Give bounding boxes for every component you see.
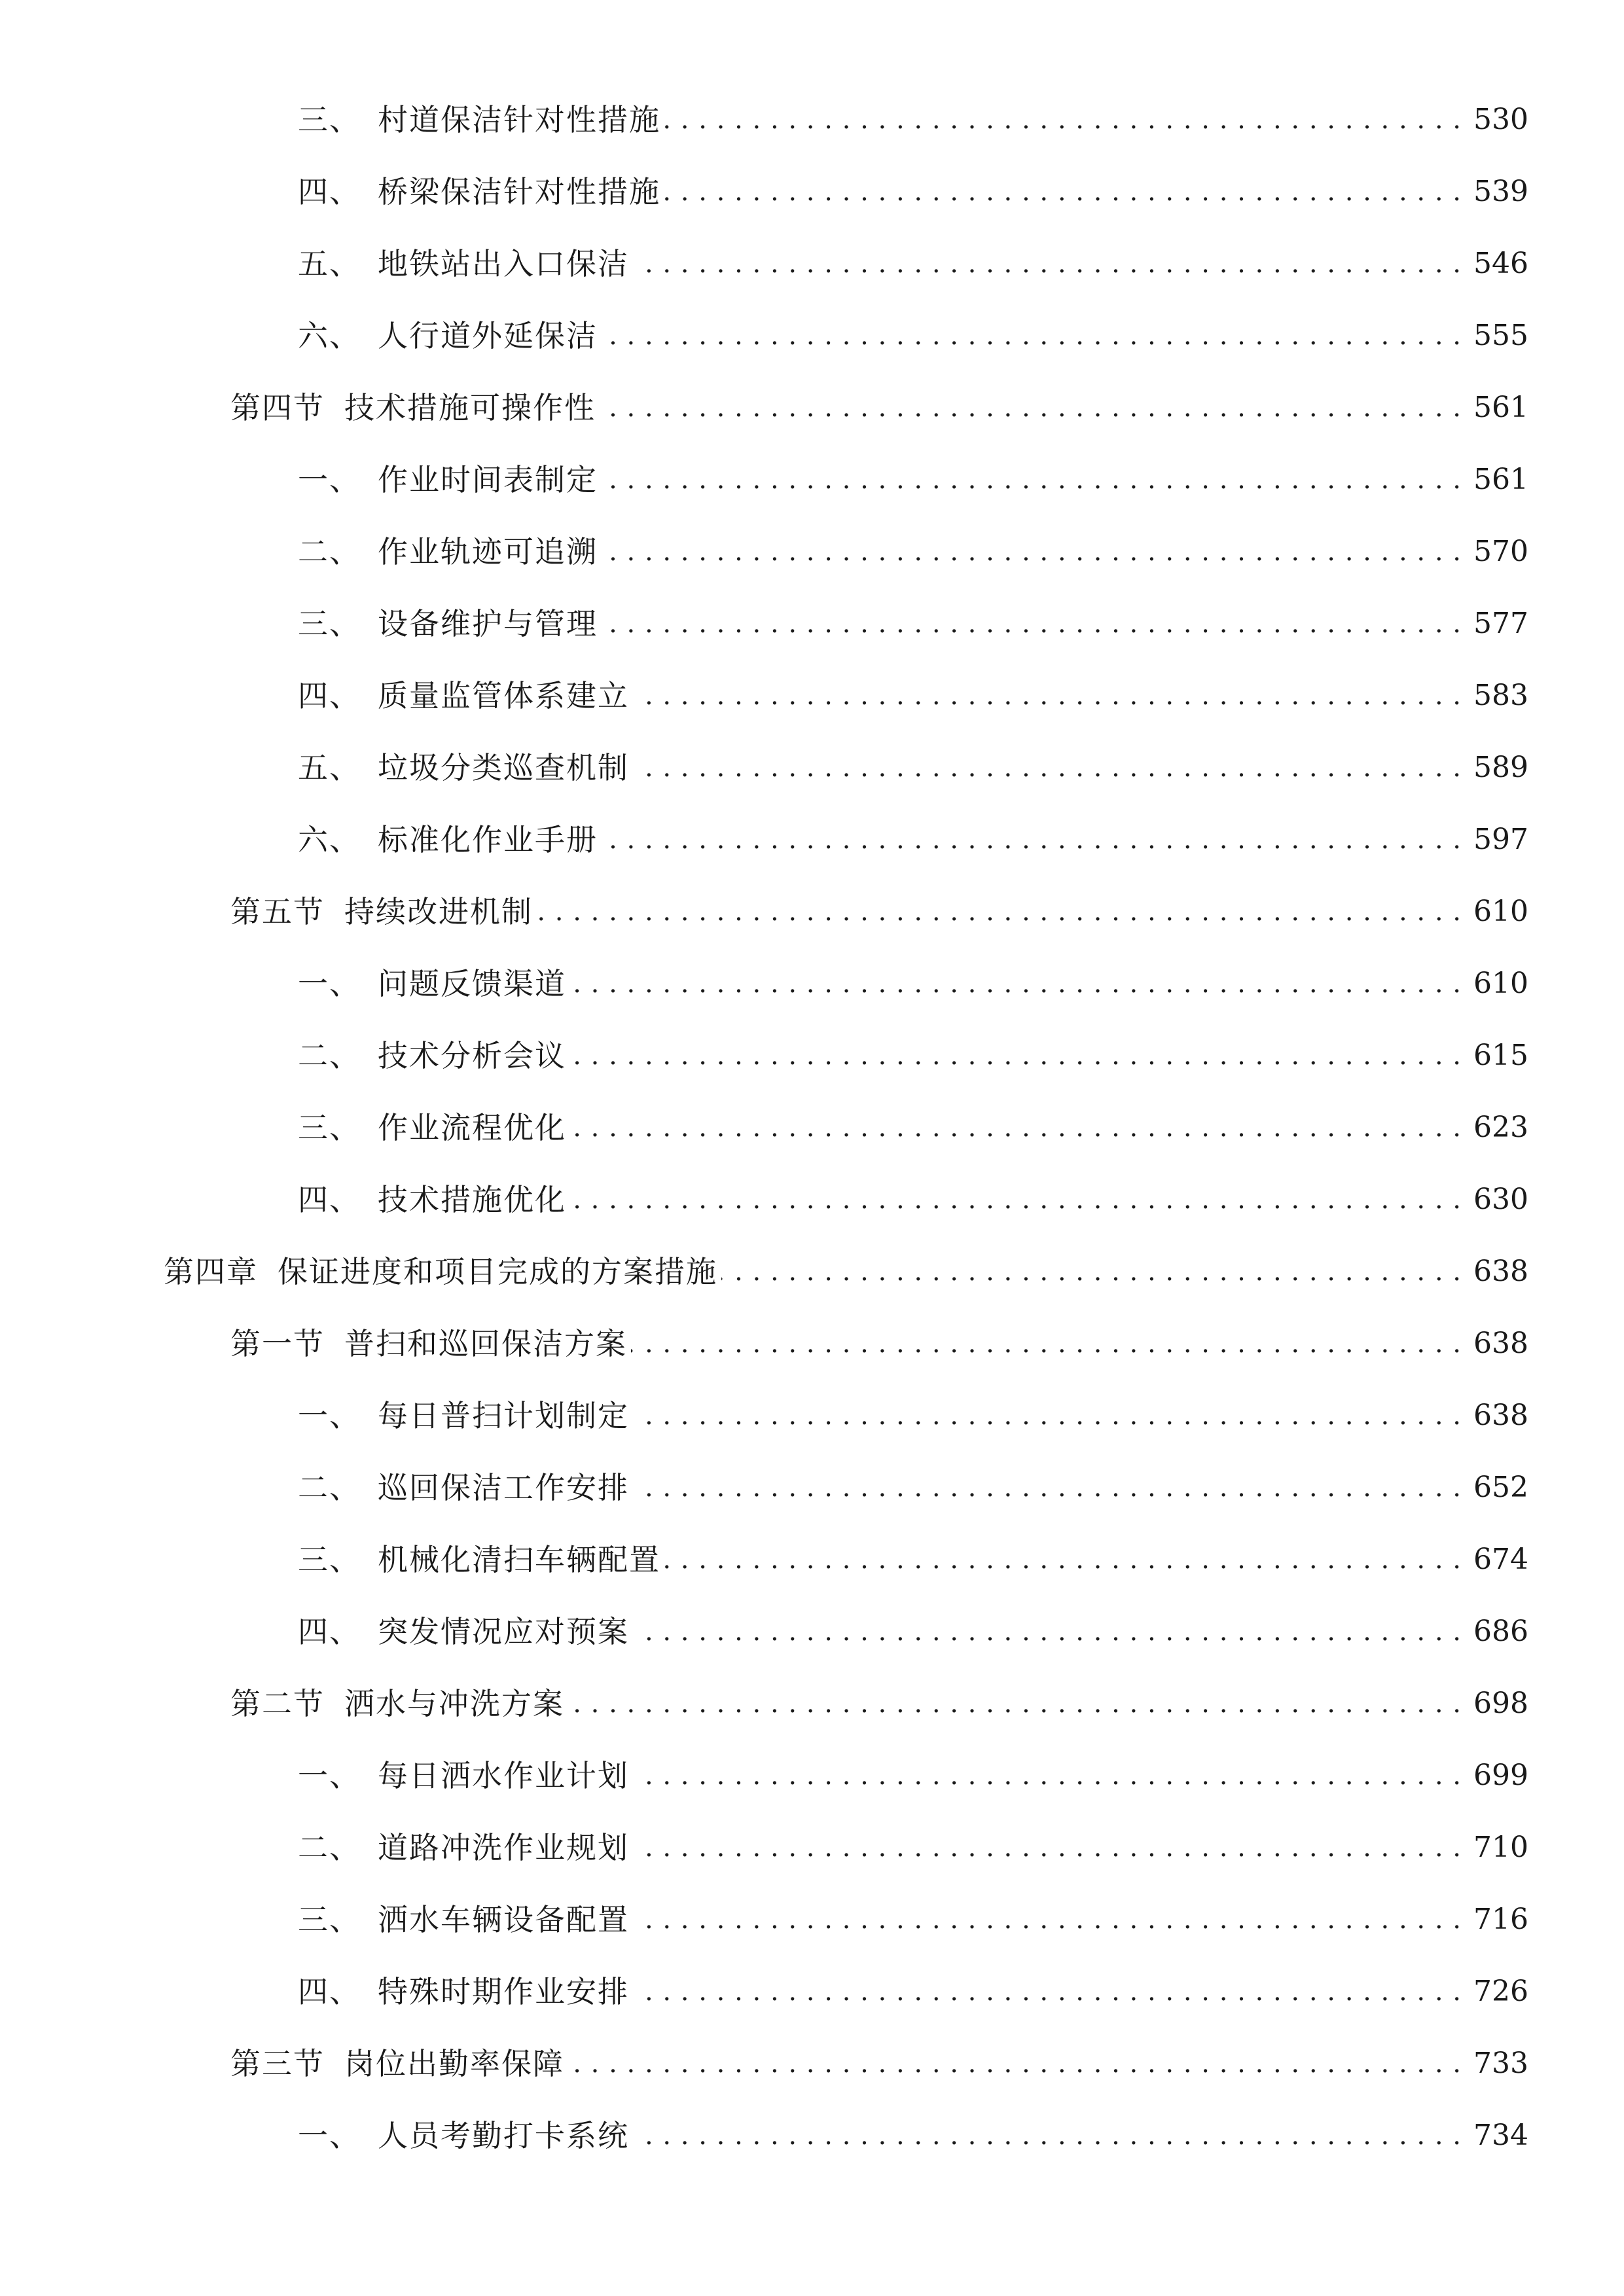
toc-dot-leader <box>570 1108 1462 1147</box>
toc-dot-leader <box>602 820 1462 859</box>
toc-entry[interactable] <box>0 1956 1624 2028</box>
toc-entry-title: 突发情况应对预案 <box>378 1614 629 1649</box>
toc-dot-leader <box>633 748 1462 787</box>
toc-entry-title: 每日普扫计划制定 <box>378 1398 629 1433</box>
toc-entry-title: 技术措施优化 <box>378 1182 566 1217</box>
toc-entry-page: 726 <box>1473 1975 1528 2008</box>
toc-dot-leader <box>537 892 1462 931</box>
toc-entry[interactable] <box>0 1740 1624 1812</box>
toc-entry-number: 四、 <box>298 1182 361 1217</box>
toc-entry-title: 普扫和巡回保洁方案 <box>344 1326 627 1361</box>
toc-entry-number: 三、 <box>298 606 361 641</box>
toc-entry-title: 问题反馈渠道 <box>378 966 566 1001</box>
toc-dot-leader <box>631 1324 1462 1363</box>
toc-entry-number: 四、 <box>298 174 361 209</box>
toc-entry-number: 三、 <box>298 1542 361 1577</box>
toc-entry-title: 岗位出勤率保障 <box>344 2046 564 2081</box>
toc-entry-number: 五、 <box>298 246 361 281</box>
toc-entry-page: 561 <box>1473 391 1528 424</box>
toc-dot-leader <box>664 1540 1462 1579</box>
toc-entry-title: 保证进度和项目完成的方案措施 <box>278 1254 717 1289</box>
toc-dot-leader <box>633 1972 1462 2011</box>
toc-dot-leader <box>602 316 1462 355</box>
toc-entry[interactable] <box>0 876 1624 948</box>
toc-entry-number: 第三节 <box>230 2046 325 2081</box>
toc-entry-number: 一、 <box>298 2118 361 2153</box>
toc-entry-page: 623 <box>1473 1111 1528 1144</box>
toc-entry[interactable] <box>0 516 1624 588</box>
toc-entry-title: 人行道外延保洁 <box>378 318 598 353</box>
toc-entry-title: 巡回保洁工作安排 <box>378 1470 629 1505</box>
toc-entry-number: 二、 <box>298 1830 361 1865</box>
toc-dot-leader <box>633 1900 1462 1939</box>
toc-dot-leader <box>721 1252 1462 1291</box>
toc-dot-leader <box>633 1756 1462 1795</box>
toc-entry-page: 652 <box>1473 1471 1528 1504</box>
toc-entry[interactable] <box>0 948 1624 1020</box>
toc-entry-title: 持续改进机制 <box>344 894 533 929</box>
toc-entry-title: 作业时间表制定 <box>378 462 598 497</box>
toc-dot-leader <box>664 100 1462 139</box>
toc-entry-title: 机械化清扫车辆配置 <box>378 1542 660 1577</box>
toc-entry-page: 583 <box>1473 679 1528 712</box>
toc-entry-page: 610 <box>1473 967 1528 1000</box>
toc-entry-number: 六、 <box>298 822 361 857</box>
toc-entry-title: 特殊时期作业安排 <box>378 1974 629 2009</box>
toc-entry[interactable] <box>0 300 1624 372</box>
toc-entry-page: 610 <box>1473 895 1528 928</box>
toc-entry-page: 555 <box>1473 319 1528 352</box>
toc-entry-page: 674 <box>1473 1543 1528 1576</box>
toc-entry-number: 一、 <box>298 1398 361 1433</box>
toc-entry[interactable] <box>0 1308 1624 1380</box>
toc-entry[interactable] <box>0 1092 1624 1164</box>
toc-dot-leader <box>633 1396 1462 1435</box>
toc-entry-page: 561 <box>1473 463 1528 496</box>
toc-entry-number: 二、 <box>298 534 361 569</box>
toc-entry-number: 第四节 <box>230 390 325 425</box>
toc-entry-number: 二、 <box>298 1038 361 1073</box>
toc-entry-page: 638 <box>1473 1399 1528 1432</box>
toc-entry-title: 质量监管体系建立 <box>378 678 629 713</box>
toc-entry[interactable] <box>0 1884 1624 1956</box>
toc-entry-title: 作业流程优化 <box>378 1110 566 1145</box>
toc-dot-leader <box>568 1684 1462 1723</box>
toc-entry[interactable] <box>0 372 1624 444</box>
toc-entry[interactable] <box>0 228 1624 300</box>
toc-dot-leader <box>602 604 1462 643</box>
toc-entry-page: 686 <box>1473 1615 1528 1648</box>
toc-entry-number: 第五节 <box>230 894 325 929</box>
toc-dot-leader <box>633 1612 1462 1651</box>
toc-entry-page: 530 <box>1473 103 1528 136</box>
toc-entry-page: 638 <box>1473 1255 1528 1288</box>
toc-entry-page: 597 <box>1473 823 1528 856</box>
toc-dot-leader <box>633 676 1462 715</box>
toc-entry[interactable] <box>0 1596 1624 1668</box>
toc-entry-page: 615 <box>1473 1039 1528 1072</box>
toc-dot-leader <box>602 460 1462 499</box>
toc-entry-page: 577 <box>1473 607 1528 640</box>
toc-entry-number: 三、 <box>298 102 361 137</box>
toc-entry-number: 第四章 <box>164 1254 258 1289</box>
toc-entry-number: 六、 <box>298 318 361 353</box>
toc-dot-leader <box>570 964 1462 1003</box>
toc-entry-page: 699 <box>1473 1759 1528 1792</box>
toc-entry[interactable] <box>0 2100 1624 2172</box>
toc-entry-title: 村道保洁针对性措施 <box>378 102 660 137</box>
toc-dot-leader <box>570 1180 1462 1219</box>
toc-entry-title: 每日洒水作业计划 <box>378 1758 629 1793</box>
toc-entry-title: 垃圾分类巡查机制 <box>378 750 629 785</box>
toc-entry-title: 洒水与冲洗方案 <box>344 1686 564 1721</box>
toc-entry-page: 546 <box>1473 247 1528 280</box>
toc-entry[interactable] <box>0 1236 1624 1308</box>
toc-dot-leader <box>633 1828 1462 1867</box>
toc-entry-title: 设备维护与管理 <box>378 606 598 641</box>
toc-entry-page: 716 <box>1473 1903 1528 1936</box>
toc-entry-page: 733 <box>1473 2047 1528 2080</box>
table-of-contents <box>0 84 1624 2172</box>
toc-entry[interactable] <box>0 1524 1624 1596</box>
toc-entry-title: 标准化作业手册 <box>378 822 598 857</box>
toc-entry-number: 第一节 <box>230 1326 325 1361</box>
toc-entry-number: 一、 <box>298 1758 361 1793</box>
toc-entry-title: 人员考勤打卡系统 <box>378 2118 629 2153</box>
toc-entry[interactable] <box>0 1380 1624 1452</box>
toc-entry-title: 桥梁保洁针对性措施 <box>378 174 660 209</box>
toc-entry[interactable] <box>0 444 1624 516</box>
toc-entry-number: 五、 <box>298 750 361 785</box>
toc-entry[interactable] <box>0 804 1624 876</box>
toc-entry-page: 570 <box>1473 535 1528 568</box>
toc-entry[interactable] <box>0 156 1624 228</box>
toc-entry-page: 638 <box>1473 1327 1528 1360</box>
toc-entry[interactable] <box>0 1668 1624 1740</box>
toc-entry-number: 一、 <box>298 966 361 1001</box>
toc-entry-number: 三、 <box>298 1110 361 1145</box>
toc-entry-title: 技术措施可操作性 <box>344 390 596 425</box>
toc-entry-title: 道路冲洗作业规划 <box>378 1830 629 1865</box>
toc-dot-leader <box>633 1468 1462 1507</box>
toc-entry[interactable] <box>0 588 1624 660</box>
toc-entry[interactable] <box>0 1020 1624 1092</box>
toc-dot-leader <box>664 172 1462 211</box>
toc-entry[interactable] <box>0 1452 1624 1524</box>
toc-entry-title: 作业轨迹可追溯 <box>378 534 598 569</box>
toc-entry-number: 四、 <box>298 1974 361 2009</box>
toc-entry-number: 三、 <box>298 1902 361 1937</box>
toc-entry-title: 技术分析会议 <box>378 1038 566 1073</box>
toc-entry[interactable] <box>0 84 1624 156</box>
toc-entry-page: 589 <box>1473 751 1528 784</box>
toc-dot-leader <box>568 2044 1462 2083</box>
toc-entry-title: 地铁站出入口保洁 <box>378 246 629 281</box>
toc-entry-number: 一、 <box>298 462 361 497</box>
toc-entry[interactable] <box>0 1164 1624 1236</box>
toc-entry-number: 四、 <box>298 1614 361 1649</box>
toc-dot-leader <box>633 244 1462 283</box>
toc-entry-number: 二、 <box>298 1470 361 1505</box>
toc-entry-page: 710 <box>1473 1831 1528 1864</box>
toc-entry[interactable] <box>0 732 1624 804</box>
toc-entry[interactable] <box>0 2028 1624 2100</box>
toc-entry-title: 洒水车辆设备配置 <box>378 1902 629 1937</box>
toc-dot-leader <box>570 1036 1462 1075</box>
toc-entry-number: 四、 <box>298 678 361 713</box>
toc-dot-leader <box>633 2116 1462 2155</box>
toc-entry[interactable] <box>0 1812 1624 1884</box>
toc-dot-leader <box>602 532 1462 571</box>
toc-entry-page: 698 <box>1473 1687 1528 1720</box>
toc-entry-page: 734 <box>1473 2119 1528 2152</box>
toc-entry-page: 630 <box>1473 1183 1528 1216</box>
toc-entry-number: 第二节 <box>230 1686 325 1721</box>
toc-dot-leader <box>600 388 1462 427</box>
toc-entry-page: 539 <box>1473 175 1528 208</box>
toc-entry[interactable] <box>0 660 1624 732</box>
